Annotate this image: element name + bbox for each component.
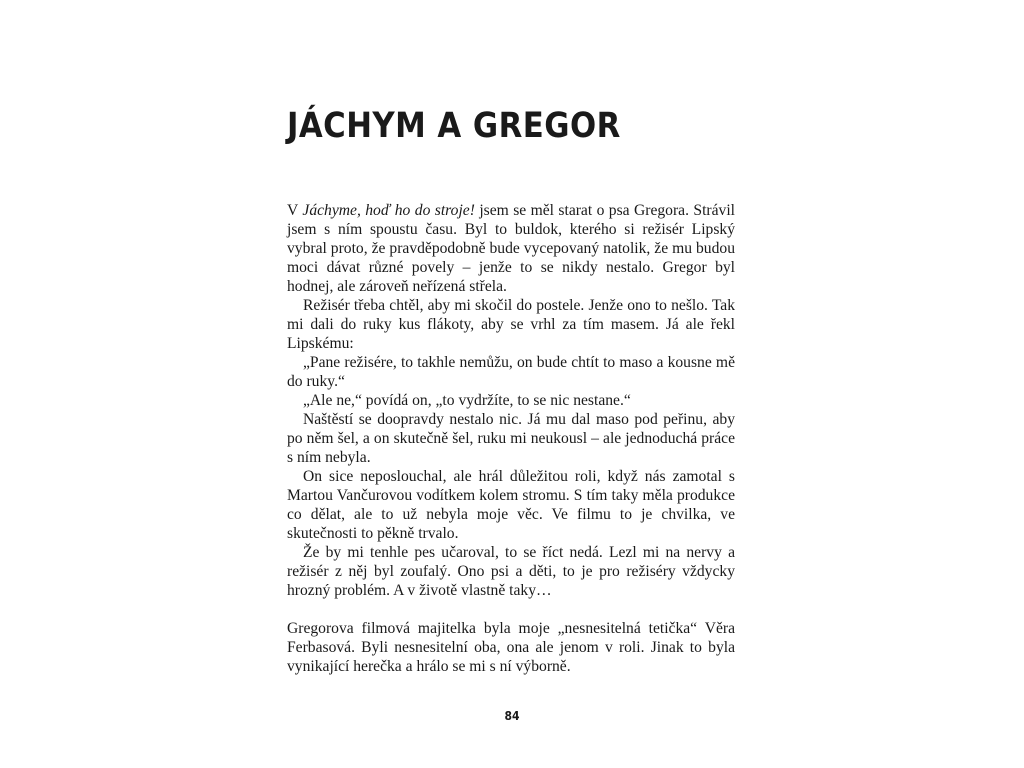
paragraph-5: Naštěstí se doopravdy nestalo nic. Já mu dal maso pod peřinu, aby po něm šel, a on skutečně šel, ruku mi neukousl – ale jednoduchá práce s ním nebyla. [287, 411, 735, 466]
film-title-italic: Jáchyme, hoď ho do stroje! [302, 202, 475, 219]
chapter-body [287, 201, 735, 676]
paragraph-2: Režisér třeba chtěl, aby mi skočil do postele. Jenže ono to nešlo. Tak mi dali do ruky kus flákoty, aby se vrhl za tím masem. Já ale řekl Lipskému: [287, 297, 735, 352]
paragraph-1-text: jsem se měl starat o psa Gregora. Strávil jsem s ním spoustu času. Byl to buldok, kterého si režisér Lipský vybral proto, že pravděpodobně bude vycepovaný natolik, že mu budou moci dávat různé povely – jenže to se nikdy nestalo. Gregor byl hodnej, ale zároveň neřízená střela. [287, 202, 735, 295]
paragraph-3: „Pane režisére, to takhle nemůžu, on bude chtít to maso a kousne mě do ruky.“ [287, 354, 735, 390]
paragraph-6: On sice neposlouchal, ale hrál důležitou roli, když nás zamotal s Martou Vančurovou vodítkem kolem stromu. S tím taky měla produkce co dělat, ale to už nebyla moje věc. Ve filmu to je chvilka, ve skutečnosti to pěkně trvalo. [287, 468, 735, 542]
paragraph-4: „Ale ne,“ povídá on, „to vydržíte, to se nic nestane.“ [303, 392, 631, 409]
page-number: 84 [504, 709, 520, 723]
paragraph-1-lead: V [287, 202, 303, 219]
paragraph-8: Gregorova filmová majitelka byla moje „nesnesitelná tetička“ Věra Ferbasová. Byli nesnesitelní oba, ona ale jenom v roli. Jinak to byla vynikající herečka a hrálo se mi s ní výborně. [287, 620, 735, 675]
paragraph-7: Že by mi tenhle pes učaroval, to se říct nedá. Lezl mi na nervy a režisér z něj byl zoufalý. Ono psi a děti, to je pro režiséry vždycky hrozný problém. A v životě vlastně taky… [287, 544, 735, 599]
paragraph-1 [287, 201, 735, 296]
chapter-title: JÁCHYM A GREGOR [287, 106, 621, 146]
